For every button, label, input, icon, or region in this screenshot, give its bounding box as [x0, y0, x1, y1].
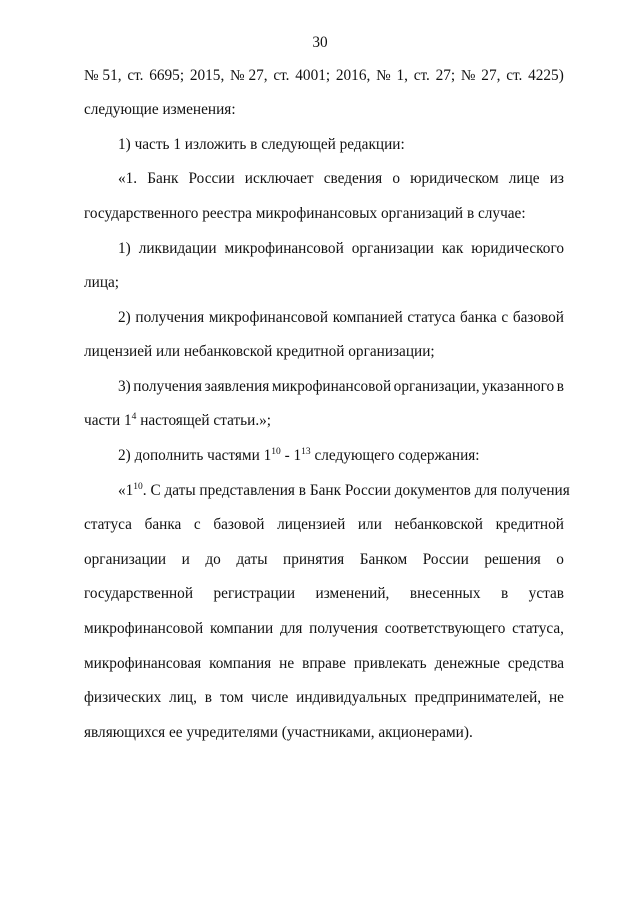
- text-line-7: лица;: [84, 274, 120, 291]
- line-11-superscript: 4: [131, 412, 137, 422]
- word: кредитной: [495, 516, 564, 533]
- word: 3): [118, 378, 131, 395]
- word: 2): [118, 309, 131, 326]
- word: ст.: [273, 67, 290, 84]
- text-line-9: лицензией или небанковской кредитной организации;: [84, 343, 435, 360]
- word: получения: [309, 620, 378, 637]
- word: получения: [133, 378, 203, 395]
- word: № 27,: [230, 67, 268, 84]
- word: статуса,: [512, 620, 564, 637]
- word: статуса: [84, 516, 132, 533]
- word: исключает: [244, 170, 314, 187]
- word: №: [460, 67, 476, 84]
- word: юридическом: [410, 170, 499, 187]
- word: лице: [508, 170, 540, 187]
- word: даты: [236, 551, 268, 568]
- word: в: [204, 689, 213, 706]
- text-line-6: [118, 240, 564, 258]
- word: ликвидации: [138, 240, 217, 257]
- text-line-13: [118, 482, 570, 502]
- word: 1,: [396, 67, 408, 84]
- word: сведения: [323, 170, 383, 187]
- text-line-11: [84, 412, 271, 432]
- text-line-16: [84, 585, 564, 603]
- word: в: [556, 378, 564, 395]
- word: базовой: [213, 516, 265, 533]
- word: лиц,: [169, 689, 197, 706]
- word: Банк: [147, 170, 179, 187]
- word: ст.: [506, 67, 523, 84]
- text-line-17: [84, 620, 564, 638]
- line-13-part-b: . С даты представления в Банк России документов для получения: [142, 482, 570, 499]
- word: 2015,: [189, 67, 225, 84]
- word: государственной: [84, 585, 194, 602]
- word: устав: [528, 585, 564, 602]
- word: для: [279, 620, 303, 637]
- word: микрофинансовой: [84, 620, 204, 637]
- line-13-part-a: «1: [118, 482, 134, 499]
- text-line-8: [118, 309, 564, 327]
- word: компания: [209, 655, 272, 672]
- word: не: [279, 655, 295, 672]
- word: микрофинансовой: [208, 309, 329, 326]
- word: компанией: [332, 309, 403, 326]
- word: внесенных: [409, 585, 481, 602]
- word: денежные: [434, 655, 500, 672]
- text-line-10: [118, 378, 564, 396]
- line-12-superscript-1: 10: [271, 447, 281, 457]
- word: не: [548, 689, 564, 706]
- word: 27;: [435, 67, 456, 84]
- word: микрофинансовая: [84, 655, 202, 672]
- word: решения: [484, 551, 541, 568]
- word: принятия: [283, 551, 345, 568]
- word: до: [205, 551, 221, 568]
- word: №: [376, 67, 391, 84]
- text-line-15: [84, 551, 564, 569]
- word: 2016,: [335, 67, 371, 84]
- word: 4001;: [295, 67, 331, 84]
- line-11-part-b: настоящей статьи.»;: [136, 412, 272, 429]
- word: с: [501, 309, 509, 326]
- word: соответствующего: [384, 620, 506, 637]
- line-12-part-b: - 1: [280, 447, 302, 464]
- word: России: [188, 170, 235, 187]
- word: Банком: [359, 551, 408, 568]
- word: привлекать: [353, 655, 427, 672]
- word: как: [441, 240, 464, 257]
- word: средства: [507, 655, 564, 672]
- line-12-superscript-2: 13: [301, 447, 311, 457]
- word: организации: [351, 240, 434, 257]
- word: «1.: [118, 170, 138, 187]
- word: с: [193, 516, 201, 533]
- word: базовой: [512, 309, 564, 326]
- word: физических: [84, 689, 162, 706]
- text-line-18: [84, 655, 564, 673]
- word: в: [500, 585, 509, 602]
- word: или: [357, 516, 382, 533]
- word: 6695;: [149, 67, 185, 84]
- word: 1): [118, 240, 131, 257]
- text-line-19: [84, 689, 564, 707]
- text-line-5: государственного реестра микрофинансовых организаций в случае:: [84, 205, 526, 222]
- text-line-2: следующие изменения:: [84, 101, 236, 118]
- word: 4225): [528, 67, 564, 84]
- word: 27,: [481, 67, 501, 84]
- word: лицензией: [277, 516, 346, 533]
- word: ст.: [413, 67, 430, 84]
- word: ст.: [127, 67, 144, 84]
- word: заявления: [204, 378, 270, 395]
- line-12-part-a: 2) дополнить частями 1: [118, 447, 272, 464]
- text-line-20: являющихся ее учредителями (участниками, акционерами).: [84, 724, 473, 741]
- word: статуса: [407, 309, 456, 326]
- word: о: [392, 170, 400, 187]
- word: организации: [84, 551, 167, 568]
- word: банка: [144, 516, 182, 533]
- word: России: [422, 551, 469, 568]
- word: № 51,: [84, 67, 122, 84]
- line-13-superscript: 10: [133, 482, 143, 492]
- word: и: [181, 551, 190, 568]
- word: микрофинансовой: [224, 240, 344, 257]
- word: небанковской: [394, 516, 483, 533]
- word: регистрации: [213, 585, 296, 602]
- text-line-1: [84, 67, 564, 85]
- line-12-part-c: следующего содержания:: [310, 447, 480, 464]
- word: получения: [135, 309, 205, 326]
- word: предпринимателей,: [414, 689, 542, 706]
- word: индивидуальных: [296, 689, 407, 706]
- word: из: [549, 170, 564, 187]
- text-line-4: [118, 170, 564, 188]
- word: микрофинансовой: [271, 378, 392, 395]
- text-line-12: [118, 447, 480, 467]
- word: том: [219, 689, 244, 706]
- line-11-part-a: части 1: [84, 412, 132, 429]
- word: юридического: [471, 240, 564, 257]
- page-number: 30: [312, 34, 328, 51]
- word: указанного: [482, 378, 555, 395]
- word: банка: [460, 309, 497, 326]
- text-line-3: 1) часть 1 изложить в следующей редакции:: [118, 136, 405, 153]
- word: числе: [251, 689, 289, 706]
- word: о: [556, 551, 564, 568]
- word: организации,: [393, 378, 480, 395]
- word: вправе: [302, 655, 346, 672]
- word: компании: [209, 620, 274, 637]
- text-line-14: [84, 516, 564, 534]
- word: изменений,: [315, 585, 390, 602]
